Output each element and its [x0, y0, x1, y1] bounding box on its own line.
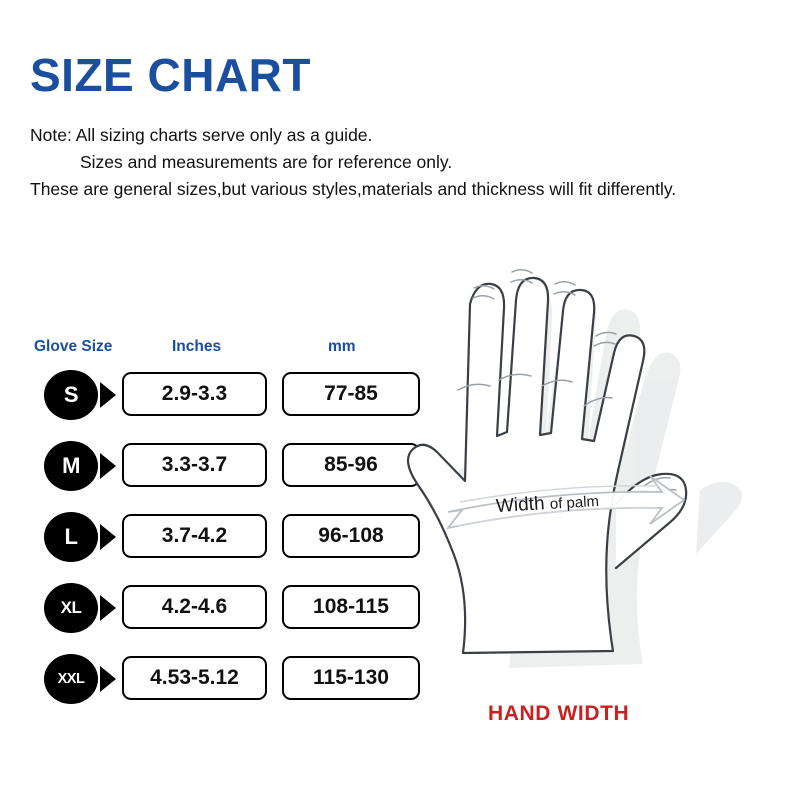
- cell-mm: 96-108: [282, 514, 420, 558]
- palm-width-label-sub: of palm: [549, 492, 600, 513]
- column-header-inches: Inches: [172, 338, 222, 355]
- size-table: [30, 338, 420, 719]
- cell-mm: 77-85: [282, 372, 420, 416]
- cell-mm: 108-115: [282, 585, 420, 629]
- table-row: [30, 364, 420, 435]
- palm-width-label-main: Width: [495, 493, 546, 518]
- hand-width-caption: HAND WIDTH: [488, 702, 630, 725]
- arrow-right-icon: [100, 524, 116, 550]
- cell-inches: 2.9-3.3: [122, 372, 267, 416]
- hand-illustration: [400, 240, 790, 760]
- table-row: [30, 506, 420, 577]
- arrow-right-icon: [100, 382, 116, 408]
- note-line-2: Sizes and measurements are for reference only.: [80, 152, 453, 173]
- cell-mm: 85-96: [282, 443, 420, 487]
- table-row: [30, 577, 420, 648]
- cell-inches: 3.3-3.7: [122, 443, 267, 487]
- size-badge: S: [44, 370, 98, 420]
- table-column-headers: [30, 338, 420, 364]
- note-line-1: Note: All sizing charts serve only as a guide.: [30, 125, 373, 145]
- size-badge: XXL: [44, 654, 98, 704]
- cell-inches: 4.53-5.12: [122, 656, 267, 700]
- size-badge: XL: [44, 583, 98, 633]
- notes-block: [30, 122, 775, 203]
- column-header-glove-size: Glove Size: [34, 338, 113, 355]
- arrow-right-icon: [100, 595, 116, 621]
- size-badge: L: [44, 512, 98, 562]
- size-badge: M: [44, 441, 98, 491]
- table-row: [30, 648, 420, 719]
- page-title: SIZE CHART: [30, 49, 311, 101]
- note-line-3: These are general sizes,but various styles,materials and thickness will fit differently.: [30, 179, 677, 200]
- column-header-mm: mm: [328, 338, 356, 355]
- table-row: [30, 435, 420, 506]
- cell-inches: 4.2-4.6: [122, 585, 267, 629]
- arrow-right-icon: [100, 666, 116, 692]
- cell-inches: 3.7-4.2: [122, 514, 267, 558]
- arrow-right-icon: [100, 453, 116, 479]
- cell-mm: 115-130: [282, 656, 420, 700]
